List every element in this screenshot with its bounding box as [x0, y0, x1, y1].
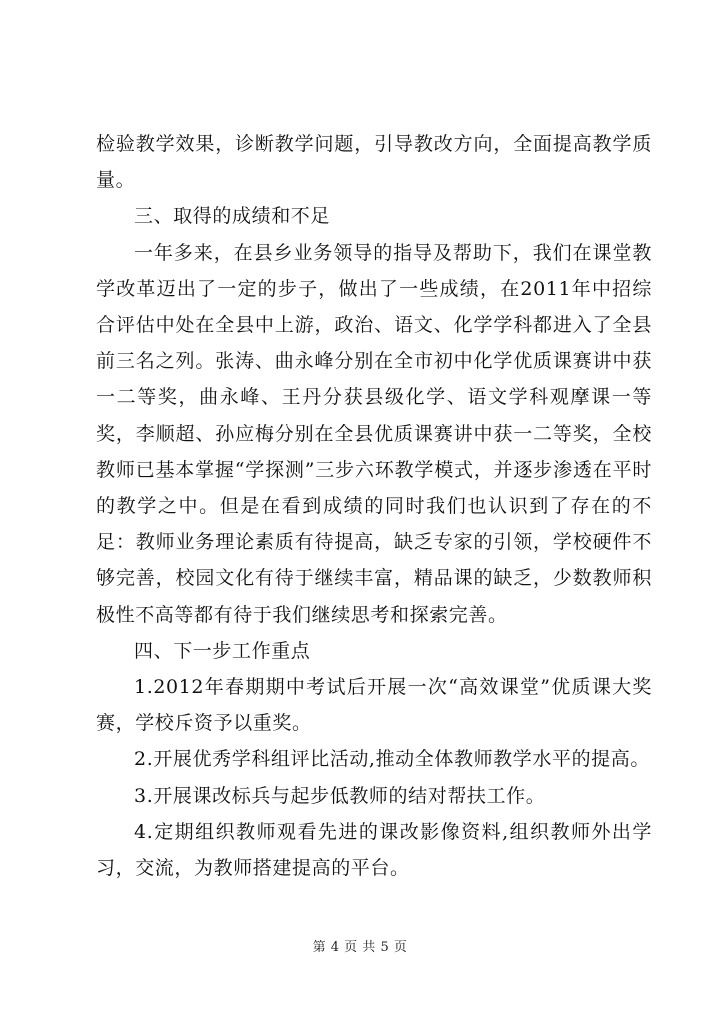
list-item-4: 4.定期组织教师观看先进的课改影像资料,组织教师外出学习，交流，为教师搭建提高的平台。 — [96, 820, 652, 880]
list-item-1: 1.2012年春期期中考试后开展一次“高效课堂”优质课大奖赛，学校斥资予以重奖。 — [96, 676, 652, 735]
list-item-3: 3.开展课改标兵与起步低教师的结对帮扶工作。 — [134, 784, 546, 807]
document-body — [96, 126, 652, 886]
section-heading-next-steps: 四、下一步工作重点 — [134, 639, 311, 662]
list-item-2: 2.开展优秀学科组评比活动,推动全体教师教学水平的提高。 — [134, 748, 650, 771]
section-heading-achievements: 三、取得的成绩和不足 — [134, 205, 331, 228]
paragraph-continuation: 检验教学效果，诊断教学问题，引导教改方向，全面提高教学质量。 — [96, 133, 652, 192]
page-footer: 第 4 页 共 5 页 — [312, 940, 408, 955]
paragraph-achievements: 一年多来，在县乡业务领导的指导及帮助下，我们在课堂教学改革迈出了一定的步子，做出了一些成绩，在2011年中招综合评估中处在全县中上游，政治、语文、化学学科都进入了全县前三名之列。张涛、曲永峰分别在全市初中化学优质课赛讲中获一二等奖，曲永峰、王丹分获县级化学、语文学科观摩课一等奖，李顺超、孙应梅分别在全县优质课赛讲中获一二等奖，全校教师已基本掌握“学探测”三步六环教学模式，并逐步渗透在平时的教学之中。但是在看到成绩的同时我们也认识到了存在的不足：教师业务理论素质有待提高，缺乏专家的引领，学校硬件不够完善，校园文化有待于继续丰富，精品课的缺乏，少数教师积极性不高等都有待于我们继续思考和探索完善。 — [96, 241, 652, 626]
